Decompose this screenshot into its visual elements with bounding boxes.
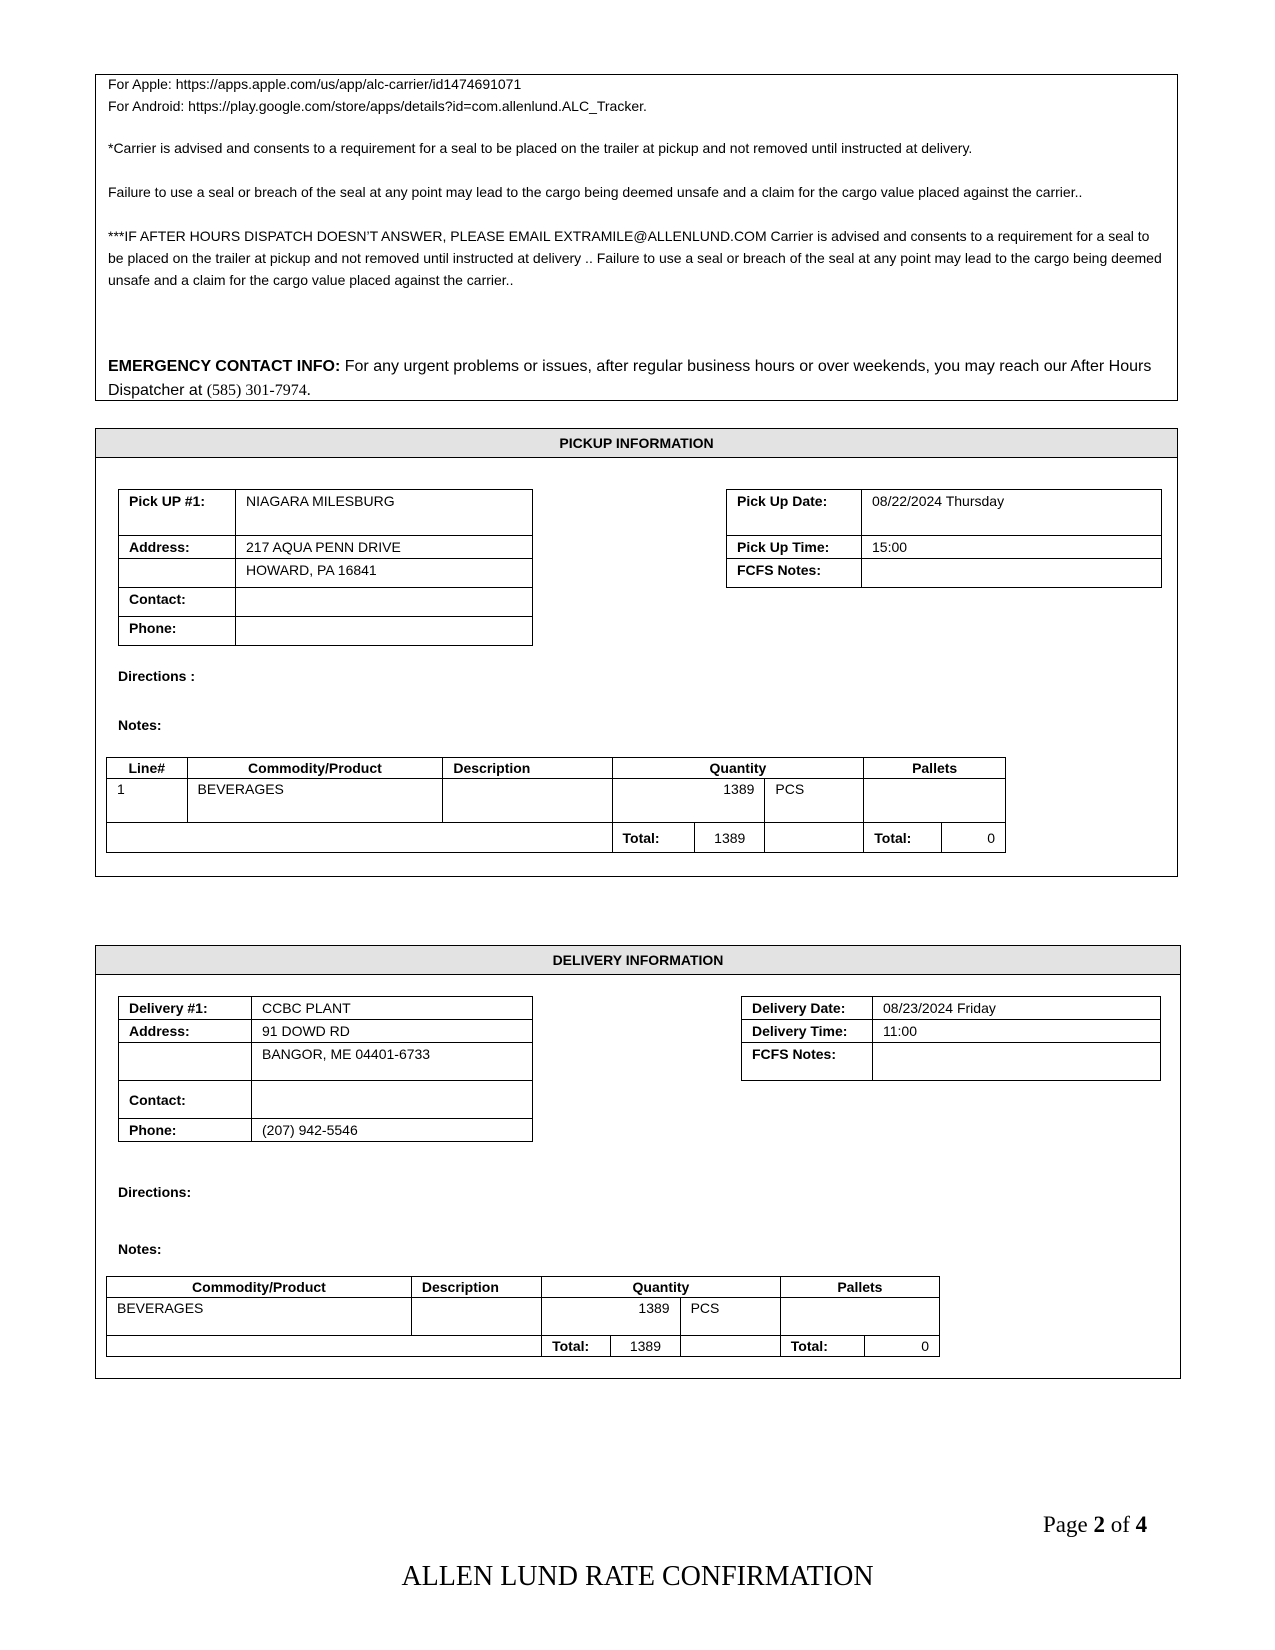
delivery-date-value: 08/23/2024 Friday — [873, 997, 1161, 1020]
delivery-address-label: Address: — [119, 1020, 252, 1043]
table-row — [107, 779, 1006, 823]
pickup-address-label: Address: — [119, 536, 236, 559]
delivery-col-quantity: Quantity — [542, 1277, 781, 1298]
pickup-number-label: Pick UP #1: — [119, 490, 236, 536]
pickup-row-commodity: BEVERAGES — [187, 779, 443, 823]
delivery-row-unit: PCS — [680, 1298, 780, 1336]
delivery-phone-value: (207) 942-5546 — [252, 1119, 533, 1142]
delivery-notes-label: Notes: — [118, 1241, 162, 1257]
delivery-location-table — [118, 996, 533, 1142]
delivery-section — [95, 945, 1181, 1379]
table-row — [107, 1298, 940, 1336]
pickup-col-description: Description — [443, 758, 612, 779]
pickup-time-label: Pick Up Time: — [727, 536, 862, 559]
pickup-row-line: 1 — [107, 779, 188, 823]
pickup-phone-label: Phone: — [119, 617, 236, 646]
delivery-address-line1: 91 DOWD RD — [252, 1020, 533, 1043]
pickup-location-table — [118, 489, 533, 646]
notes-box — [95, 74, 1178, 401]
pickup-directions-label: Directions : — [118, 668, 196, 684]
delivery-address-line2: BANGOR, ME 04401-6733 — [252, 1043, 533, 1081]
delivery-pallet-total: 0 — [864, 1336, 940, 1357]
delivery-time-value: 11:00 — [873, 1020, 1161, 1043]
delivery-number-label: Delivery #1: — [119, 997, 252, 1020]
pickup-time-value: 15:00 — [862, 536, 1162, 559]
pickup-notes-label: Notes: — [118, 717, 162, 733]
seal-notice: *Carrier is advised and consents to a requirement for a seal to be placed on the trailer at pickup and not removed until instructed at delivery. — [108, 140, 973, 156]
emergency-contact-label: EMERGENCY CONTACT INFO: — [108, 358, 341, 375]
pickup-schedule-table — [726, 489, 1162, 588]
delivery-section-title: DELIVERY INFORMATION — [96, 946, 1180, 975]
delivery-directions-label: Directions: — [118, 1184, 192, 1200]
delivery-name: CCBC PLANT — [252, 997, 533, 1020]
pickup-date-label: Pick Up Date: — [727, 490, 862, 536]
delivery-col-pallets: Pallets — [780, 1277, 939, 1298]
pickup-pallet-total-label: Total: — [864, 823, 941, 853]
pickup-total-label: Total: — [612, 823, 695, 853]
delivery-row-pallets — [780, 1298, 939, 1336]
pickup-col-line: Line# — [107, 758, 188, 779]
delivery-pallet-total-label: Total: — [780, 1336, 864, 1357]
delivery-contact-value — [252, 1081, 533, 1119]
delivery-total-label: Total: — [542, 1336, 611, 1357]
delivery-row-description — [411, 1298, 541, 1336]
pickup-items-table — [106, 757, 1006, 853]
apple-app-link[interactable]: For Apple: https://apps.apple.com/us/app/alc-carrier/id1474691071 — [108, 76, 522, 92]
seal-failure-notice: Failure to use a seal or breach of the seal at any point may lead to the cargo being deemed unsafe and a claim for the cargo value placed against the carrier.. — [108, 184, 1083, 200]
after-hours-notice: ***IF AFTER HOURS DISPATCH DOESN’T ANSWER, PLEASE EMAIL EXTRAMILE@ALLENLUND.COM Carrier is advised and consents to a requirement for a seal to be placed on the trailer at pickup and not removed until instructed at delivery .. Failure to use a seal or breach of the seal at any point may lead to the cargo being deemed unsafe and a claim for the cargo value placed against the carrier.. — [108, 228, 1162, 288]
pickup-address-line1: 217 AQUA PENN DRIVE — [236, 536, 533, 559]
delivery-schedule-table — [741, 996, 1161, 1081]
delivery-fcfs-label: FCFS Notes: — [742, 1043, 873, 1081]
delivery-fcfs-value — [873, 1043, 1161, 1081]
page-of: of — [1110, 1512, 1130, 1537]
delivery-date-label: Delivery Date: — [742, 997, 873, 1020]
pickup-col-quantity: Quantity — [612, 758, 864, 779]
pickup-fcfs-label: FCFS Notes: — [727, 559, 862, 588]
pickup-col-commodity: Commodity/Product — [187, 758, 443, 779]
delivery-total-qty: 1389 — [611, 1336, 680, 1357]
delivery-row-commodity: BEVERAGES — [107, 1298, 412, 1336]
pickup-row-description — [443, 779, 612, 823]
pickup-row-qty: 1389 — [612, 779, 765, 823]
pickup-col-pallets: Pallets — [864, 758, 1006, 779]
delivery-row-qty: 1389 — [542, 1298, 680, 1336]
pickup-contact-value — [236, 588, 533, 617]
delivery-phone-label: Phone: — [119, 1119, 252, 1142]
pickup-phone-value — [236, 617, 533, 646]
pickup-date-value: 08/22/2024 Thursday — [862, 490, 1162, 536]
page-prefix: Page — [1043, 1512, 1088, 1537]
pickup-address-line2: HOWARD, PA 16841 — [236, 559, 533, 588]
delivery-items-table — [106, 1276, 940, 1357]
pickup-total-qty: 1389 — [695, 823, 765, 853]
pickup-row-pallets — [864, 779, 1006, 823]
delivery-col-commodity: Commodity/Product — [107, 1277, 412, 1298]
document-title: ALLEN LUND RATE CONFIRMATION — [401, 1561, 874, 1592]
emergency-contact-text: For any urgent problems or issues, after regular business hours or over weekends, you may reach our After Hours Dispatcher at — [108, 358, 1152, 399]
emergency-phone: (585) 301-7974. — [206, 382, 311, 399]
delivery-col-description: Description — [411, 1277, 541, 1298]
emergency-contact — [108, 355, 1168, 403]
pickup-fcfs-value — [862, 559, 1162, 588]
pickup-name: NIAGARA MILESBURG — [236, 490, 533, 536]
delivery-contact-label: Contact: — [119, 1081, 252, 1119]
pickup-row-unit: PCS — [765, 779, 864, 823]
delivery-time-label: Delivery Time: — [742, 1020, 873, 1043]
pickup-pallet-total: 0 — [941, 823, 1005, 853]
pickup-section-title: PICKUP INFORMATION — [96, 429, 1177, 458]
page-current: 2 — [1093, 1512, 1105, 1537]
pickup-section — [95, 428, 1178, 877]
page-total: 4 — [1135, 1512, 1148, 1537]
pickup-contact-label: Contact: — [119, 588, 236, 617]
page-number — [1043, 1511, 1147, 1539]
android-app-link[interactable]: For Android: https://play.google.com/store/apps/details?id=com.allenlund.ALC_Tracker. — [108, 98, 647, 114]
